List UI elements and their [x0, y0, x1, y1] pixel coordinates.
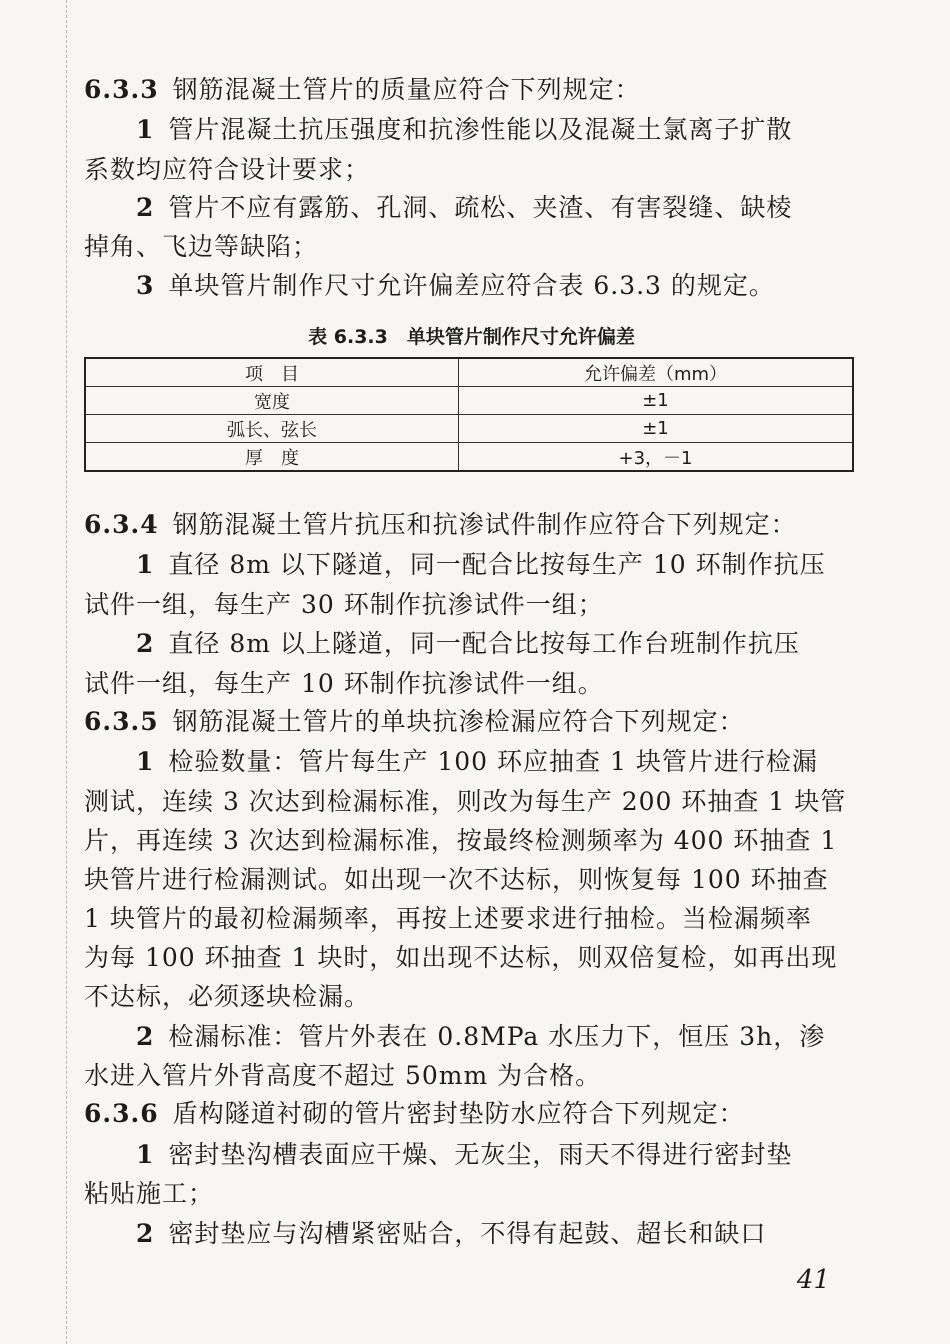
- clause-6-3-4: 6.3.4 钢筋混凝土管片抗压和抗渗试件制作应符合下列规定：: [84, 510, 797, 539]
- binding-margin-line: [66, 0, 67, 1344]
- table-header-tolerance: 允许偏差（mm）: [459, 358, 854, 387]
- clause-line: 粘贴施工；: [84, 1179, 215, 1208]
- clause-6-3-6: 6.3.6 盾构隧道衬砌的管片密封垫防水应符合下列规定：: [84, 1099, 745, 1128]
- page-number: 41: [796, 1265, 830, 1295]
- tolerance-table: [84, 357, 854, 472]
- clause-item: 2 管片不应有露筋、孔洞、疏松、夹渣、有害裂缝、缺棱: [136, 193, 793, 222]
- clause-item: 2 直径 8m 以上隧道，同一配合比按每工作台班制作抗压: [136, 629, 800, 658]
- clause-line: 系数均应符合设计要求；: [84, 155, 371, 184]
- table-cell: ±1: [459, 415, 854, 443]
- clause-line: 不达标，必须逐块检漏。: [84, 982, 371, 1011]
- clause-item: 1 密封垫沟槽表面应干燥、无灰尘，雨天不得进行密封垫: [136, 1140, 793, 1169]
- clause-item: 2 密封垫应与沟槽紧密贴合，不得有起鼓、超长和缺口: [136, 1219, 767, 1248]
- table-cell: 厚 度: [85, 443, 459, 472]
- table-cell: 宽度: [85, 387, 459, 415]
- clause-line: 试件一组，每生产 10 环制作抗渗试件一组。: [84, 669, 604, 698]
- clause-item: 1 检验数量：管片每生产 100 环应抽查 1 块管片进行检漏: [136, 747, 818, 776]
- table-caption: 表 6.3.3 单块管片制作尺寸允许偏差: [308, 326, 635, 348]
- clause-item: 1 管片混凝土抗压强度和抗渗性能以及混凝土氯离子扩散: [136, 115, 793, 144]
- clause-line: 片，再连续 3 次达到检漏标准，按最终检测频率为 400 环抽查 1: [84, 826, 838, 855]
- clause-line: 测试，连续 3 次达到检漏标准，则改为每生产 200 环抽查 1 块管: [84, 787, 847, 816]
- table-cell: ±1: [459, 387, 854, 415]
- clause-item: 1 直径 8m 以下隧道，同一配合比按每生产 10 环制作抗压: [136, 550, 826, 579]
- table-row: [85, 415, 853, 443]
- table-row: [85, 443, 853, 472]
- table-header-row: [85, 358, 853, 387]
- clause-item: 2 检漏标准：管片外表在 0.8MPa 水压力下，恒压 3h，渗: [136, 1022, 826, 1051]
- clause-line: 块管片进行检漏测试。如出现一次不达标，则恢复每 100 环抽查: [84, 865, 829, 894]
- clause-6-3-5: 6.3.5 钢筋混凝土管片的单块抗渗检漏应符合下列规定：: [84, 707, 745, 736]
- clause-item: 3 单块管片制作尺寸允许偏差应符合表 6.3.3 的规定。: [136, 271, 775, 300]
- table-cell: +3，－1: [459, 443, 854, 472]
- clause-line: 试件一组，每生产 30 环制作抗渗试件一组；: [84, 590, 604, 619]
- clause-line: 1 块管片的最初检漏频率，再按上述要求进行抽检。当检漏频率: [84, 904, 812, 933]
- clause-6-3-3: 6.3.3 钢筋混凝土管片的质量应符合下列规定：: [84, 75, 641, 104]
- table-cell: 弧长、弦长: [85, 415, 459, 443]
- table-row: [85, 387, 853, 415]
- clause-line: 掉角、飞边等缺陷；: [84, 232, 319, 261]
- table-header-item: 项 目: [85, 358, 459, 387]
- clause-line: 为每 100 环抽查 1 块时，如出现不达标，则双倍复检，如再出现: [84, 943, 838, 972]
- clause-line: 水进入管片外背高度不超过 50mm 为合格。: [84, 1061, 602, 1090]
